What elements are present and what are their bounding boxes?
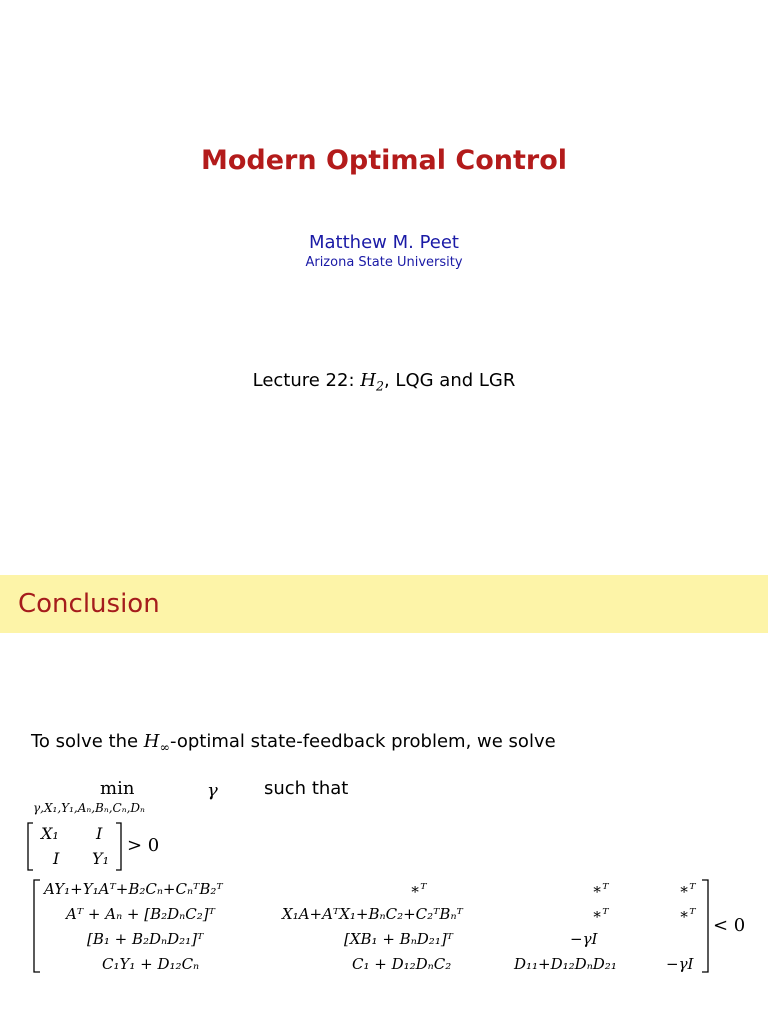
lmi2-relation: < 0 [713,915,746,936]
such-that: such that [264,778,349,799]
lecture-symbol: H [360,370,376,391]
lecture-prefix: Lecture 22: [252,370,355,391]
lecture-subscript: 2 [375,378,384,394]
lmi2-cell-33: −γI [570,930,598,948]
lmi2-cell-22: X₁A+AᵀX₁+BₙC₂+C₂ᵀBₙᵀ [282,905,463,923]
lmi1-left-bracket [28,823,33,870]
slide-title: Modern Optimal Control [200,145,568,176]
lmi2-cell-23: ∗ᵀ [592,905,609,923]
lecture-line [0,370,768,394]
lmi2-cell-41: C₁Y₁ + D₁₂Cₙ [102,955,200,973]
lmi2-cell-32: [XB₁ + BₙD₂₁]ᵀ [344,930,453,948]
objective-gamma: γ [207,780,218,801]
lmi1-right-bracket [116,823,121,870]
lmi1-cell-21: I [53,849,60,868]
lmi1-cell-22: Y₁ [92,849,109,868]
section-title: Conclusion [18,589,160,619]
lmi2-cell-44: −γI [666,955,694,973]
intro-sentence [31,731,556,755]
intro-symbol: H [143,731,160,752]
institution: Arizona State University [305,255,463,270]
lmi2-right-bracket [702,880,708,972]
lmi2-cell-24: ∗ᵀ [679,905,696,923]
min-variables: γ,X₁,Y₁,Aₙ,Bₙ,Cₙ,Dₙ [33,801,145,815]
lmi1-cell-11: X₁ [41,824,59,843]
lmi2-cell-43: D₁₁+D₁₂DₙD₂₁ [514,955,617,973]
lmi1-cell-12: I [96,824,103,843]
lmi2-cell-31: [B₁ + B₂DₙD₂₁]ᵀ [87,930,204,948]
min-operator: min [100,778,135,799]
lmi2-cell-42: C₁ + D₁₂DₙC₂ [352,955,452,973]
intro-before: To solve the [31,731,139,752]
lmi2-left-bracket [34,880,40,972]
intro-subscript: ∞ [159,739,170,755]
author-name: Matthew M. Peet [309,232,459,253]
lmi2-cell-11: AY₁+Y₁Aᵀ+B₂Cₙ+CₙᵀB₂ᵀ [44,880,223,898]
lmi2-cell-12: ∗ᵀ [410,880,427,898]
lecture-suffix: , LQG and LGR [383,370,516,391]
lmi2-cell-13: ∗ᵀ [592,880,609,898]
lmi1-relation: > 0 [127,835,160,856]
intro-after: -optimal state-feedback problem, we solve [170,731,556,752]
lmi2-cell-21: Aᵀ + Aₙ + [B₂DₙC₂]ᵀ [66,905,215,923]
lmi2-cell-14: ∗ᵀ [679,880,696,898]
section-banner [0,575,768,633]
